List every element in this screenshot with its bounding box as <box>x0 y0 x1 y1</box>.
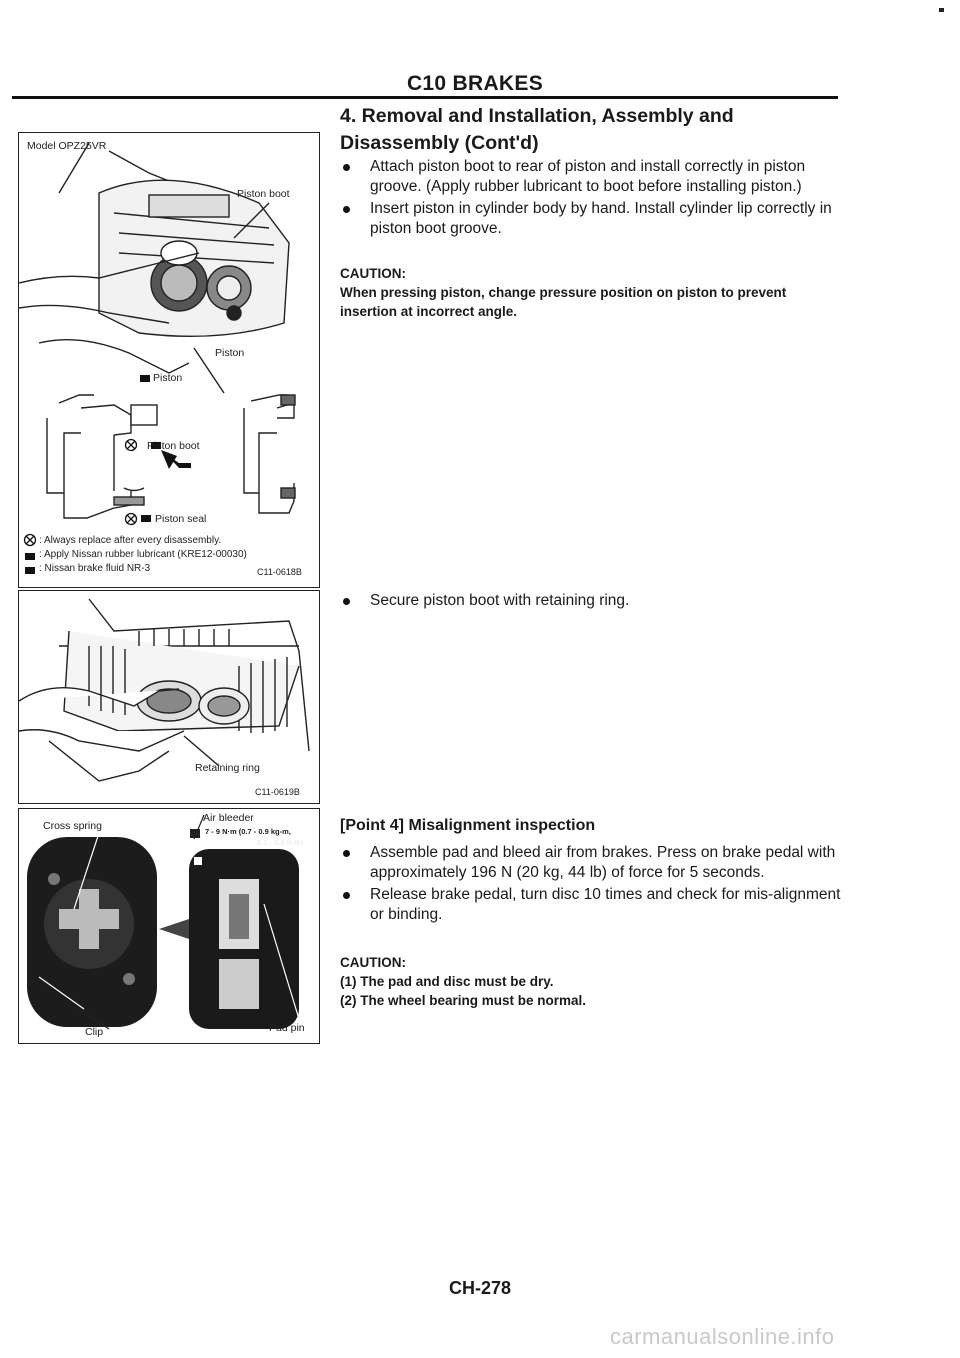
header-rule <box>12 96 838 99</box>
piston-boot-top-label: Piston boot <box>237 188 290 200</box>
legend-lubricant: : Apply Nissan rubber lubricant (KRE12-00030) <box>39 549 247 560</box>
list-item: Secure piston boot with retaining ring. <box>340 591 842 611</box>
cross-spring-label: Cross spring <box>43 820 102 832</box>
legend-brake-fluid: : Nissan brake fluid NR-3 <box>39 563 151 574</box>
caution-label: CAUTION: <box>340 955 406 970</box>
figure-piston-assembly <box>18 132 320 588</box>
arrow-icon <box>161 450 191 469</box>
page-header-title: C10 BRAKES <box>406 72 544 95</box>
clip-label: Clip <box>85 1026 104 1038</box>
torque-spec-line1: 7 - 9 N·m (0.7 - 0.9 kg-m, <box>205 827 291 836</box>
legend-replace: : Always replace after every disassembly. <box>39 535 222 546</box>
piston-seal-label: Piston seal <box>155 513 207 525</box>
caution-block-1 <box>340 264 842 321</box>
model-label: Model OPZ25VR <box>27 140 107 152</box>
section-heading-line1: 4. Removal and Installation, Assembly and <box>340 105 734 127</box>
figure-retaining-ring <box>18 590 320 804</box>
caution-label: CAUTION: <box>340 266 406 281</box>
caution-text: When pressing piston, change pressure position on piston to prevent insertion at incorrect angle. <box>340 285 787 319</box>
bullet-icon <box>343 892 350 899</box>
bullet-icon <box>343 206 350 213</box>
bullet-list-retaining <box>340 591 842 613</box>
page-number: CH-278 <box>448 1278 512 1298</box>
caution-line-2: (2) The wheel bearing must be normal. <box>340 993 587 1008</box>
corner-mark <box>939 8 944 12</box>
section-heading-line2: Disassembly (Cont'd) <box>340 132 539 154</box>
torque-spec-line2: 5.1 - 6.5 ft-lb) <box>257 838 304 847</box>
pad-pin-label: Pad pin <box>269 1022 305 1034</box>
section-heading <box>340 103 840 157</box>
bullet-list-piston <box>340 157 842 241</box>
list-item: Assemble pad and bleed air from brakes. Press on brake pedal with approximately 196 N (20 kg, 44 lb) of force for 5 seconds. <box>340 843 842 883</box>
caution-block-2 <box>340 953 842 1010</box>
piston-cross-section-right <box>244 395 295 513</box>
fluid-piston-label: Piston <box>153 372 183 384</box>
bullet-icon <box>343 850 350 857</box>
piston-cross-section-left <box>47 395 157 518</box>
bullet-list-inspection <box>340 843 842 927</box>
figure-code: C11-0618B <box>257 567 302 577</box>
watermark: carmanualsonline.info <box>610 1324 835 1349</box>
retaining-ring-label: Retaining ring <box>195 762 260 774</box>
list-item: Insert piston in cylinder body by hand. Install cylinder lip correctly in piston boot groove. <box>340 199 842 239</box>
retaining-ring-illustration <box>19 591 318 802</box>
bullet-icon <box>343 164 350 171</box>
list-item: Attach piston boot to rear of piston and install correctly in piston groove. (Apply rubber lubricant to boot before installing piston.) <box>340 157 842 197</box>
air-bleeder-label: Air bleeder <box>203 812 254 824</box>
figure-pad-assembly <box>18 808 320 1044</box>
caution-line-1: (1) The pad and disc must be dry. <box>340 974 554 989</box>
piston-boot-label: Piston boot <box>147 440 200 452</box>
piston-label: Piston <box>215 347 245 359</box>
bullet-icon <box>343 598 350 605</box>
list-item: Release brake pedal, turn disc 10 times and check for mis-alignment or binding. <box>340 885 842 925</box>
point-heading: [Point 4] Misalignment inspection <box>340 817 596 834</box>
figure-code: C11-0619B <box>255 787 300 797</box>
